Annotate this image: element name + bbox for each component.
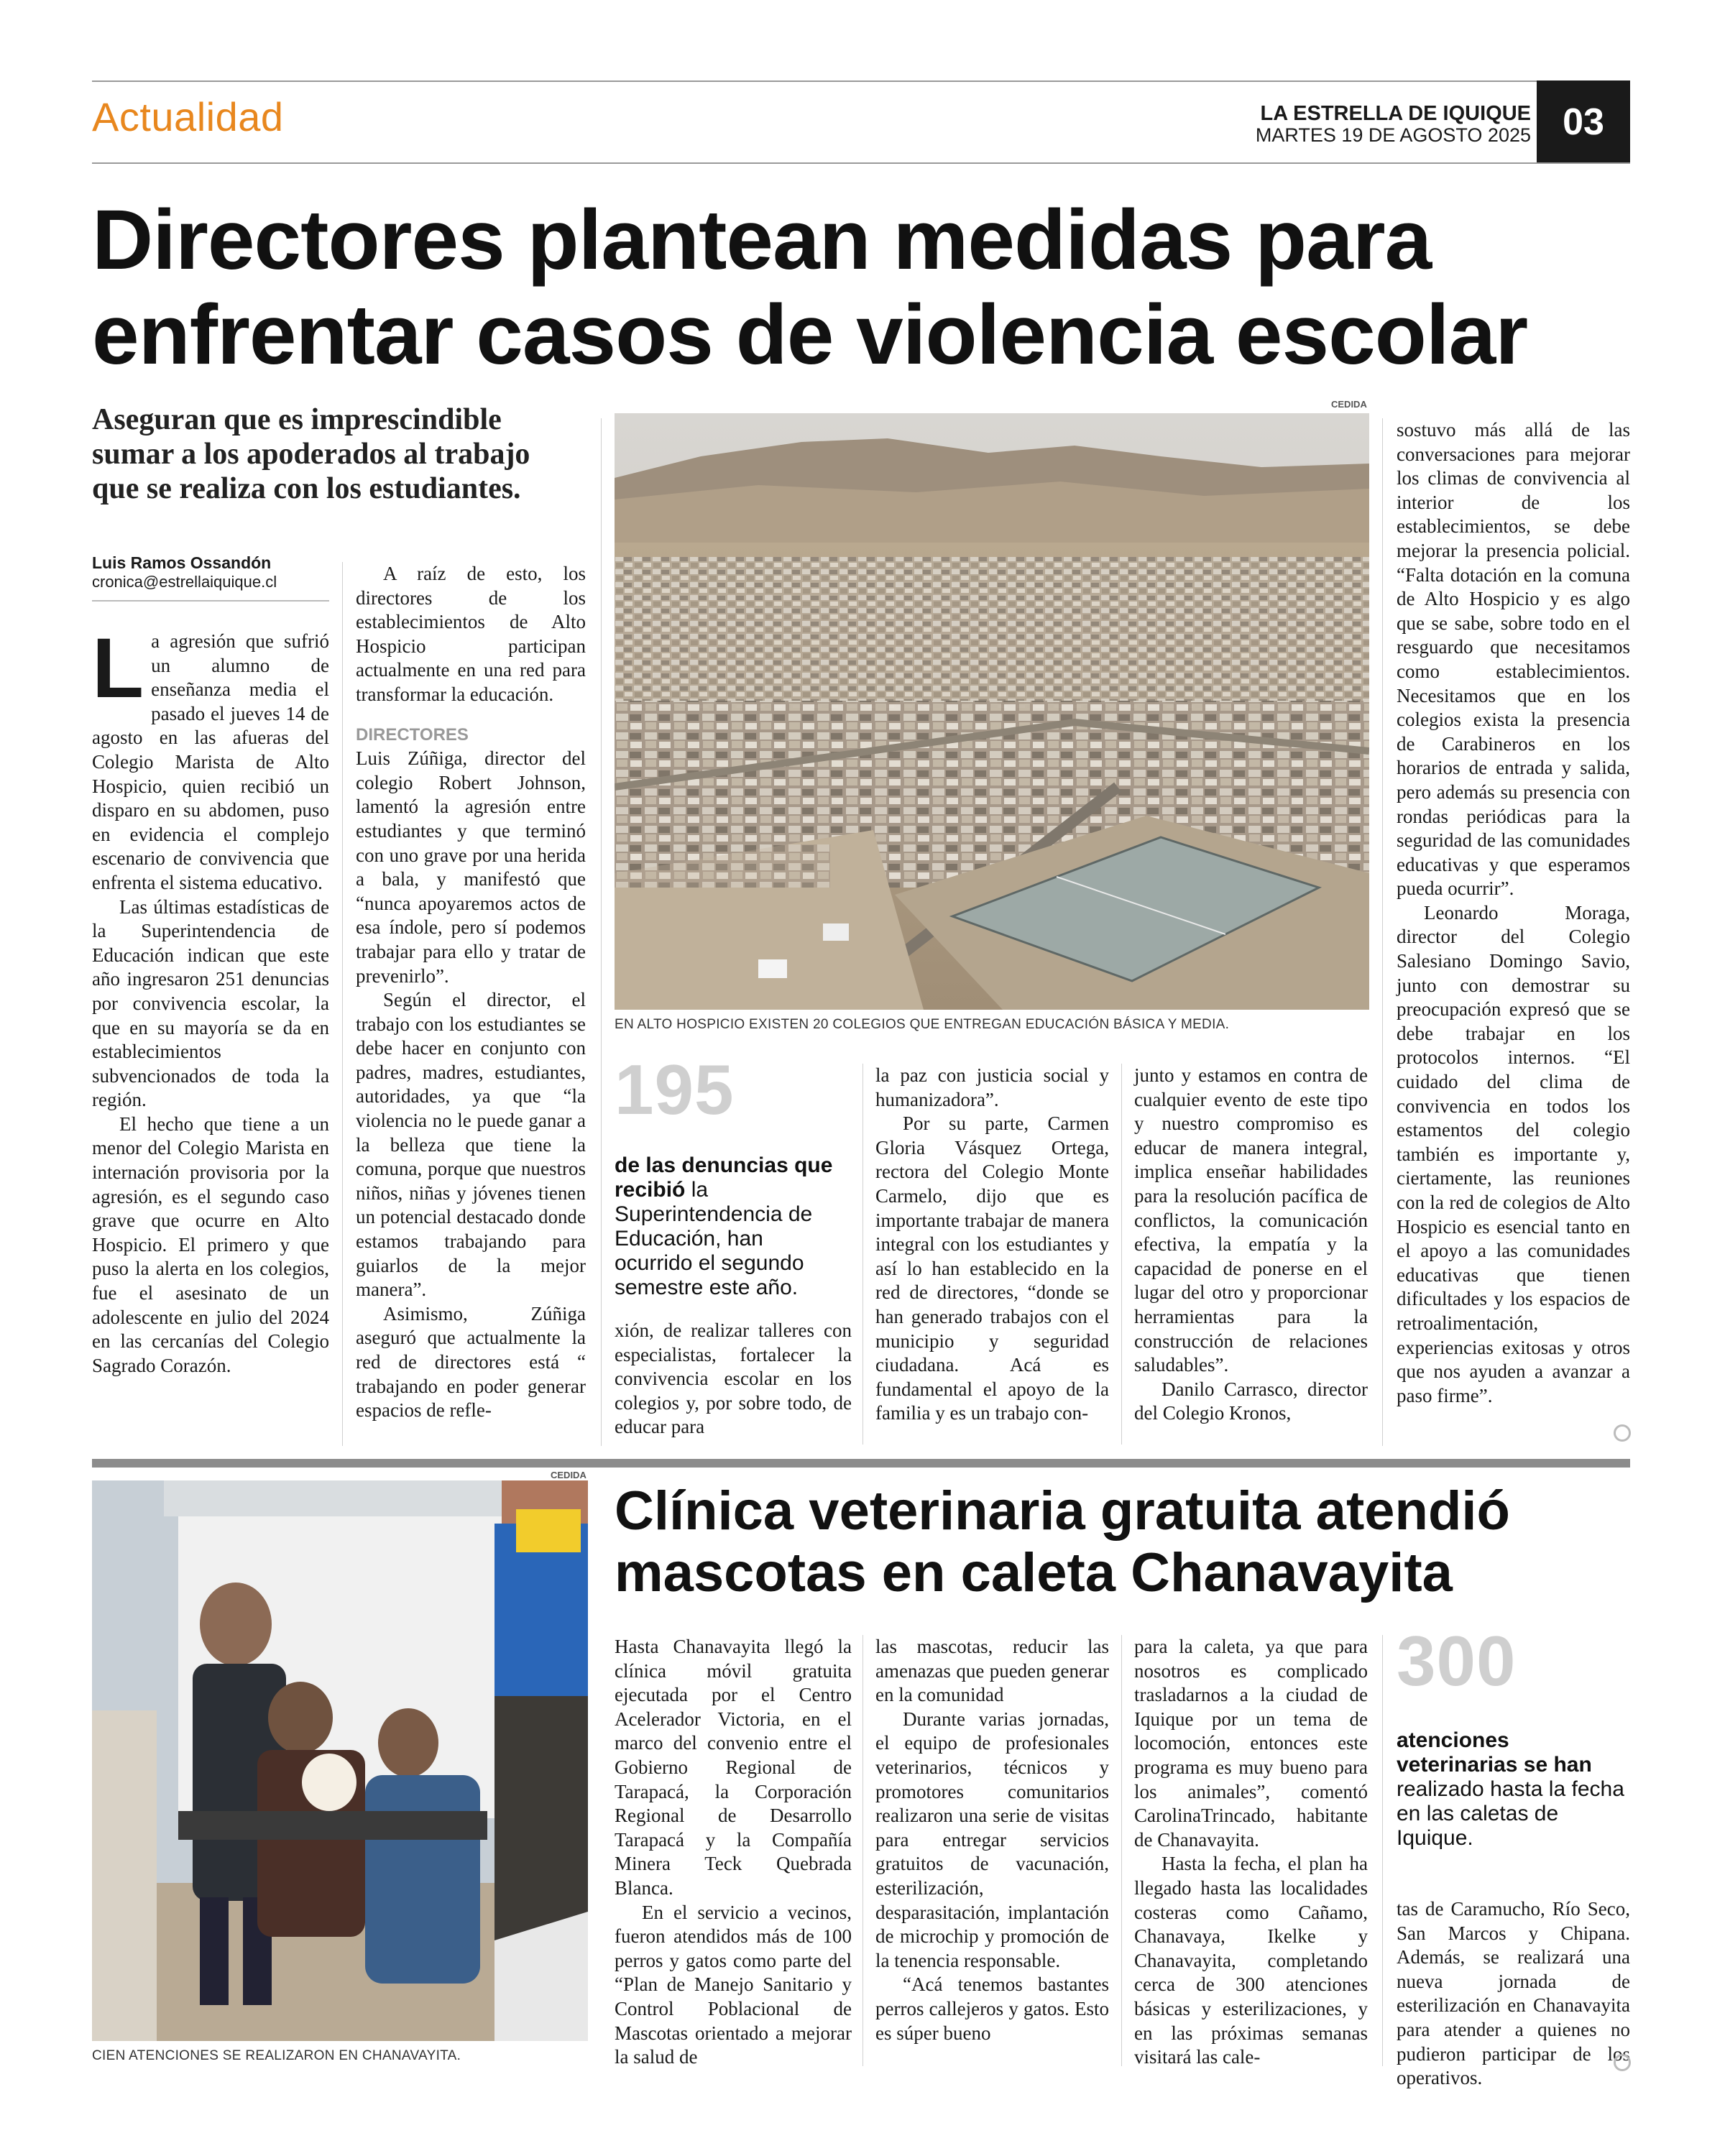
page-number: 03 xyxy=(1537,80,1630,163)
column-rule xyxy=(1382,418,1383,1446)
photo2-credit: CEDIDA xyxy=(551,1470,586,1480)
section-label: Actualidad xyxy=(92,94,284,139)
article1-column-1 xyxy=(92,621,329,1378)
paragraph: la paz con justicia social y humanizadora”. xyxy=(875,1064,1109,1110)
column-rule xyxy=(862,1635,863,2066)
column-rule xyxy=(601,418,602,1446)
article-divider xyxy=(92,1459,1630,1468)
alto-hospicio-aerial-photo xyxy=(615,413,1369,1010)
paragraph: Por su parte, Carmen Gloria Vásquez Ortega, rectora del Colegio Monte Carmelo, dijo que es importante trabajar de manera integral con los estudiantes y así lo han establecido en la red de directores, “donde se han generado trabajos con el municipio y seguridad ciudadana. Acá es fundamental el apoyo de la familia y es un trabajo con- xyxy=(875,1112,1109,1424)
article2-column-2 xyxy=(875,1635,1109,2045)
paragraph: a agresión que sufrió un alumno de enseñanza media el pasado el jueves 14 de agosto en las afueras del Colegio Marista de Alto Hospicio, quien recibió un disparo en su abdomen, puso en evidencia el complejo escenario de convivencia que enfrenta el sistema educativo. xyxy=(92,630,329,893)
paragraph: Luis Zúñiga, director del colegio Robert Johnson, lamentó la agresión entre estudiantes y que terminó con uno grave por una herida a bala, y manifestó que “nunca apoyaremos actos de esa índole, pero sí podemos trabajar para ello y tratar de prevenirlo”. xyxy=(356,747,586,987)
header-rule xyxy=(92,162,1630,164)
column-rule xyxy=(1382,1635,1383,2066)
paragraph: “Acá tenemos bastantes perros callejeros y gatos. Esto es súper bueno xyxy=(875,1973,1109,2044)
article1-column-2 xyxy=(356,562,586,1423)
aerial-city-image xyxy=(615,413,1369,1010)
stat-highlight: de las denuncias que recibió xyxy=(615,1153,833,1202)
stat-description-195 xyxy=(615,1153,841,1300)
paragraph: Según el director, el trabajo con los estudiantes se debe hacer en conjunto con padres, madres, estudiantes, autoridades, ya que “la violencia no le puede ganar a la belleza que tiene la comuna, porque que nuestros niños, niñas y jóvenes tienen un potencial destacado donde estamos trabajando para guiarlos de la mejor manera”. xyxy=(356,989,586,1301)
photo1-caption: EN ALTO HOSPICIO EXISTEN 20 COLEGIOS QUE ENTREGAN EDUCACIÓN BÁSICA Y MEDIA. xyxy=(615,1017,1230,1032)
paragraph: tas de Caramucho, Río Seco, San Marcos y Chipana. Además, se realizará una nueva jornada de esterilización en Chanavayita para atender a quienes no pudieron participar de los operativos. xyxy=(1397,1898,1630,2089)
article2-headline: Clínica veterinaria gratuita atendió mascotas en caleta Chanavayita xyxy=(615,1480,1510,1603)
column-rule xyxy=(1121,1635,1122,2066)
stat-text: la Superintendencia de Educación, han ocurrido el segundo semestre este año. xyxy=(615,1178,813,1299)
end-mark-icon xyxy=(1614,1424,1631,1442)
newspaper-name: LA ESTRELLA DE IQUIQUE xyxy=(1260,102,1531,125)
article1-column-5 xyxy=(1134,1064,1368,1426)
article1-column-3 xyxy=(615,1319,852,1439)
top-rule xyxy=(92,80,1537,82)
paragraph: las mascotas, reducir las amenazas que pueden generar en la comunidad xyxy=(875,1636,1109,1706)
subheading-directores: DIRECTORES xyxy=(356,724,469,745)
paragraph: Leonardo Moraga, director del Colegio Salesiano Domingo Savio, junto con demostrar su preocupación expresó que se debe trabajar en los protocolos internos. “El cuidado del clima de convivencia en todos los estamentos del colegio también es importante y, ciertamente, las reuniones con la red de colegios de Alto Hospicio es esencial tanto en el apoyo a las comunidades educativas que tienen dificultades y los espacios de retroalimentación, experiencias exitosas y otros que nos ayuden a avanzar a paso firme”. xyxy=(1397,901,1630,1406)
article1-deck: Aseguran que es imprescindible sumar a los apoderados al trabajo que se realiza con los estudiantes. xyxy=(92,403,530,505)
stat-number-195: 195 xyxy=(615,1050,735,1129)
article1-headline: Directores plantean medidas para enfrentar casos de violencia escolar xyxy=(92,193,1528,382)
photo2-caption: CIEN ATENCIONES SE REALIZARON EN CHANAVAYITA. xyxy=(92,2048,461,2063)
photo1-credit: CEDIDA xyxy=(1331,399,1367,410)
stat-text: realizado hasta la fecha en las caletas de Iquique. xyxy=(1397,1777,1624,1850)
article2-column-3 xyxy=(1134,1635,1368,2070)
paragraph: junto y estamos en contra de cualquier evento de este tipo y nuestro compromiso es educar de manera integral, implica enseñar habilidades para la resolución pacífica de conflictos, la comunicación efectiva, la empatía y la capacidad de ponerse en el lugar del otro y proporcionar herramientas para la construcción de relaciones saludables”. xyxy=(1134,1064,1368,1376)
paragraph: sostuvo más allá de las conversaciones para mejorar los climas de convivencia al interior de los establecimientos, se debe mejorar la presencia policial. “Falta dotación en la comuna de Alto Hospicio y es algo que se sabe, sobre todo en el resguardo que necesitamos como establecimientos. Necesitamos que en los colegios exista la presencia de Carabineros en los horarios de entrada y salida, pero además su presencia con rondas periódicas para la seguridad de las comunidades educativas y que esperamos pueda ocurrir”. xyxy=(1397,419,1630,900)
stat-number-300: 300 xyxy=(1397,1621,1517,1700)
paragraph: Danilo Carrasco, director del Colegio Kronos, xyxy=(1134,1378,1368,1424)
issue-date: MARTES 19 DE AGOSTO 2025 xyxy=(1255,124,1531,146)
paragraph: Hasta Chanavayita llegó la clínica móvil gratuita ejecutada por el Centro Acelerador Victoria, en el marco del convenio entre el Gobierno Regional de Tarapacá, la Corporación Regional de Desarrollo Tarapacá y la Compañía Minera Teck Quebrada Blanca. xyxy=(615,1636,852,1899)
end-mark-icon xyxy=(1614,2054,1631,2071)
article1-column-6 xyxy=(1397,418,1630,1408)
paragraph: Hasta la fecha, el plan ha llegado hasta las localidades costeras como Cañamo, Chanavaya, Ikelke y Chanavayita, completando cerca de 300 atenciones básicas y esterilizaciones, y en las próximas semanas visitará las cale- xyxy=(1134,1853,1368,2068)
author-name: Luis Ramos Ossandón xyxy=(92,553,272,572)
paragraph: Las últimas estadísticas de la Superintendencia de Educación indican que este año ingresaron 251 denuncias por convivencia escolar, la que en su mayoría se da en establecimientos subvencionados de toda la región. xyxy=(92,895,329,1111)
paragraph: A raíz de esto, los directores de los establecimientos de Alto Hospicio participan actualmente en una red para transformar la educación. xyxy=(356,563,586,705)
article2-column-4 xyxy=(1397,1897,1630,2091)
paragraph: El hecho que tiene a un menor del Colegio Marista en internación provisoria por la agresión, es el segundo caso grave que ocurre en Alto Hospicio. El primero y que puso la alerta en los colegios, fue el asesinato de un adolescente en julio del 2024 en las cercanías del Colegio Sagrado Corazón. xyxy=(92,1112,329,1376)
column-rule xyxy=(1121,1064,1122,1445)
author-email: cronica@estrellaiquique.cl xyxy=(92,573,277,591)
paragraph: En el servicio a vecinos, fueron atendidos más de 100 perros y gatos como parte del “Plan de Manejo Sanitario y Control Poblacional de Mascotas orientado a mejorar la salud de xyxy=(615,1901,852,2068)
drop-cap: L xyxy=(92,621,144,716)
vet-clinic-image xyxy=(92,1480,588,2041)
paragraph: para la caleta, ya que para nosotros es complicado trasladarnos a la ciudad de Iquique por un tema de locomoción, entonces este programa es muy bueno para los animales”, comentó CarolinaTrincado, habitante de Chanavayita. xyxy=(1134,1636,1368,1851)
article1-column-4 xyxy=(875,1064,1109,1426)
vet-clinic-photo xyxy=(92,1480,588,2041)
column-rule xyxy=(862,1064,863,1445)
stat-highlight: atenciones veterinarias se han xyxy=(1397,1728,1592,1777)
stat-description-300 xyxy=(1397,1728,1630,1851)
column-rule xyxy=(342,562,343,1446)
article2-column-1 xyxy=(615,1635,852,2070)
paragraph: Durante varias jornadas, el equipo de profesionales veterinarios, técnicos y promotores comunitarios realizaron una serie de visitas para entregar servicios gratuitos de vacunación, esterilización, desparasitación, implantación de microchip y promoción de la tenencia responsable. xyxy=(875,1708,1109,1971)
byline-rule xyxy=(92,600,329,602)
paragraph: Asimismo, Zúñiga aseguró que actualmente la red de directores está “ trabajando en poder generar espacios de refle- xyxy=(356,1302,586,1422)
paragraph: xión, de realizar talleres con especialistas, fortalecer la convivencia escolar en los colegios y, por sobre todo, de educar para xyxy=(615,1319,852,1438)
